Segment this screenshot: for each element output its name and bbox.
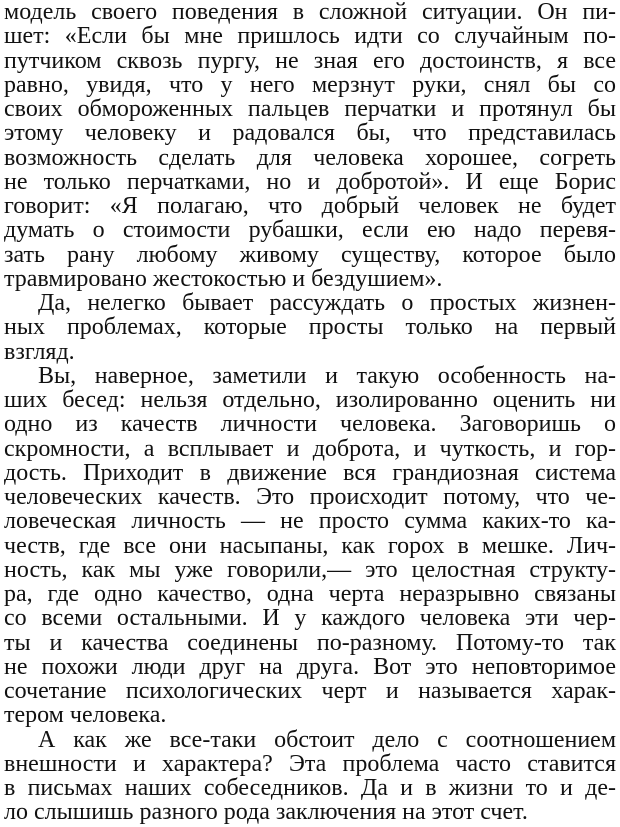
text-line: путчиком сквозь пургу, не зная его достоинств, я все bbox=[4, 47, 616, 74]
body-text bbox=[4, 0, 616, 825]
text-line: А как же все-таки обстоит дело с соотношением bbox=[38, 726, 616, 753]
text-line: говорит: «Я полагаю, что добрый человек не будет bbox=[4, 193, 616, 219]
text-line: не только перчатками, но и добротой». И еще Борис bbox=[4, 168, 616, 195]
text-line: своих обмороженных пальцев перчатки и протянул бы bbox=[4, 96, 616, 122]
text-line: ло слышишь разного рода заключения на этот счет. bbox=[4, 799, 528, 826]
text-line: травмировано жестокостью и бездушием». bbox=[4, 265, 443, 292]
text-line: зать рану любому живому существу, которое было bbox=[4, 241, 616, 268]
text-line: ных проблемах, которые просты только на первый bbox=[4, 314, 616, 341]
text-line: внешности и характера? Эта проблема часто ставится bbox=[4, 750, 616, 777]
text-line: ших бесед: нельзя отдельно, изолированно оценить ни bbox=[4, 387, 616, 413]
text-line: ра, где одно качество, одна черта неразрывно связаны bbox=[4, 581, 616, 607]
text-line: тером человека. bbox=[4, 702, 167, 729]
text-line: дость. Приходит в движение вся грандиозная система bbox=[4, 459, 616, 486]
text-line: Вы, наверное, заметили и такую особенность на- bbox=[38, 362, 616, 389]
text-line: ность, как мы уже говорили,— это целостная структу- bbox=[4, 556, 616, 583]
text-line: модель своего поведения в сложной ситуации. Он пи- bbox=[4, 0, 616, 25]
text-line: Да, нелегко бывает рассуждать о простых жизнен- bbox=[38, 290, 616, 316]
text-line: шет: «Если бы мне пришлось идти со случайным по- bbox=[4, 23, 616, 50]
text-line: думать о стоимости рубашки, если ею надо перевя- bbox=[4, 217, 616, 244]
text-line: скромности, а всплывает и доброта, и чуткость, и гор- bbox=[4, 435, 616, 462]
text-line: равно, увидя, что у него мерзнут руки, снял бы со bbox=[4, 71, 616, 98]
text-line: этому человеку и радовался бы, что представилась bbox=[4, 120, 616, 147]
text-line: ловеческая личность — не просто сумма каких-то ка- bbox=[4, 508, 616, 535]
text-line: человеческих качеств. Это происходит потому, что че- bbox=[4, 484, 616, 510]
text-line: со всеми остальными. И у каждого человека эти чер- bbox=[4, 605, 616, 632]
text-line: возможность сделать для человека хорошее, согреть bbox=[4, 144, 616, 171]
text-line: одно из качеств личности человека. Заговоришь о bbox=[4, 411, 616, 438]
text-line: сочетание психологических черт и называется харак- bbox=[4, 678, 616, 704]
text-line: ты и качества соединены по-разному. Потому-то так bbox=[4, 629, 616, 656]
text-line: в письмах наших собеседников. Да и в жизни то и де- bbox=[4, 775, 616, 801]
text-line: не похожи люди друг на друга. Вот это неповторимое bbox=[4, 653, 616, 680]
text-line: честв, где все они насыпаны, как горох в мешке. Лич- bbox=[4, 532, 616, 559]
text-line: взгляд. bbox=[4, 338, 75, 365]
